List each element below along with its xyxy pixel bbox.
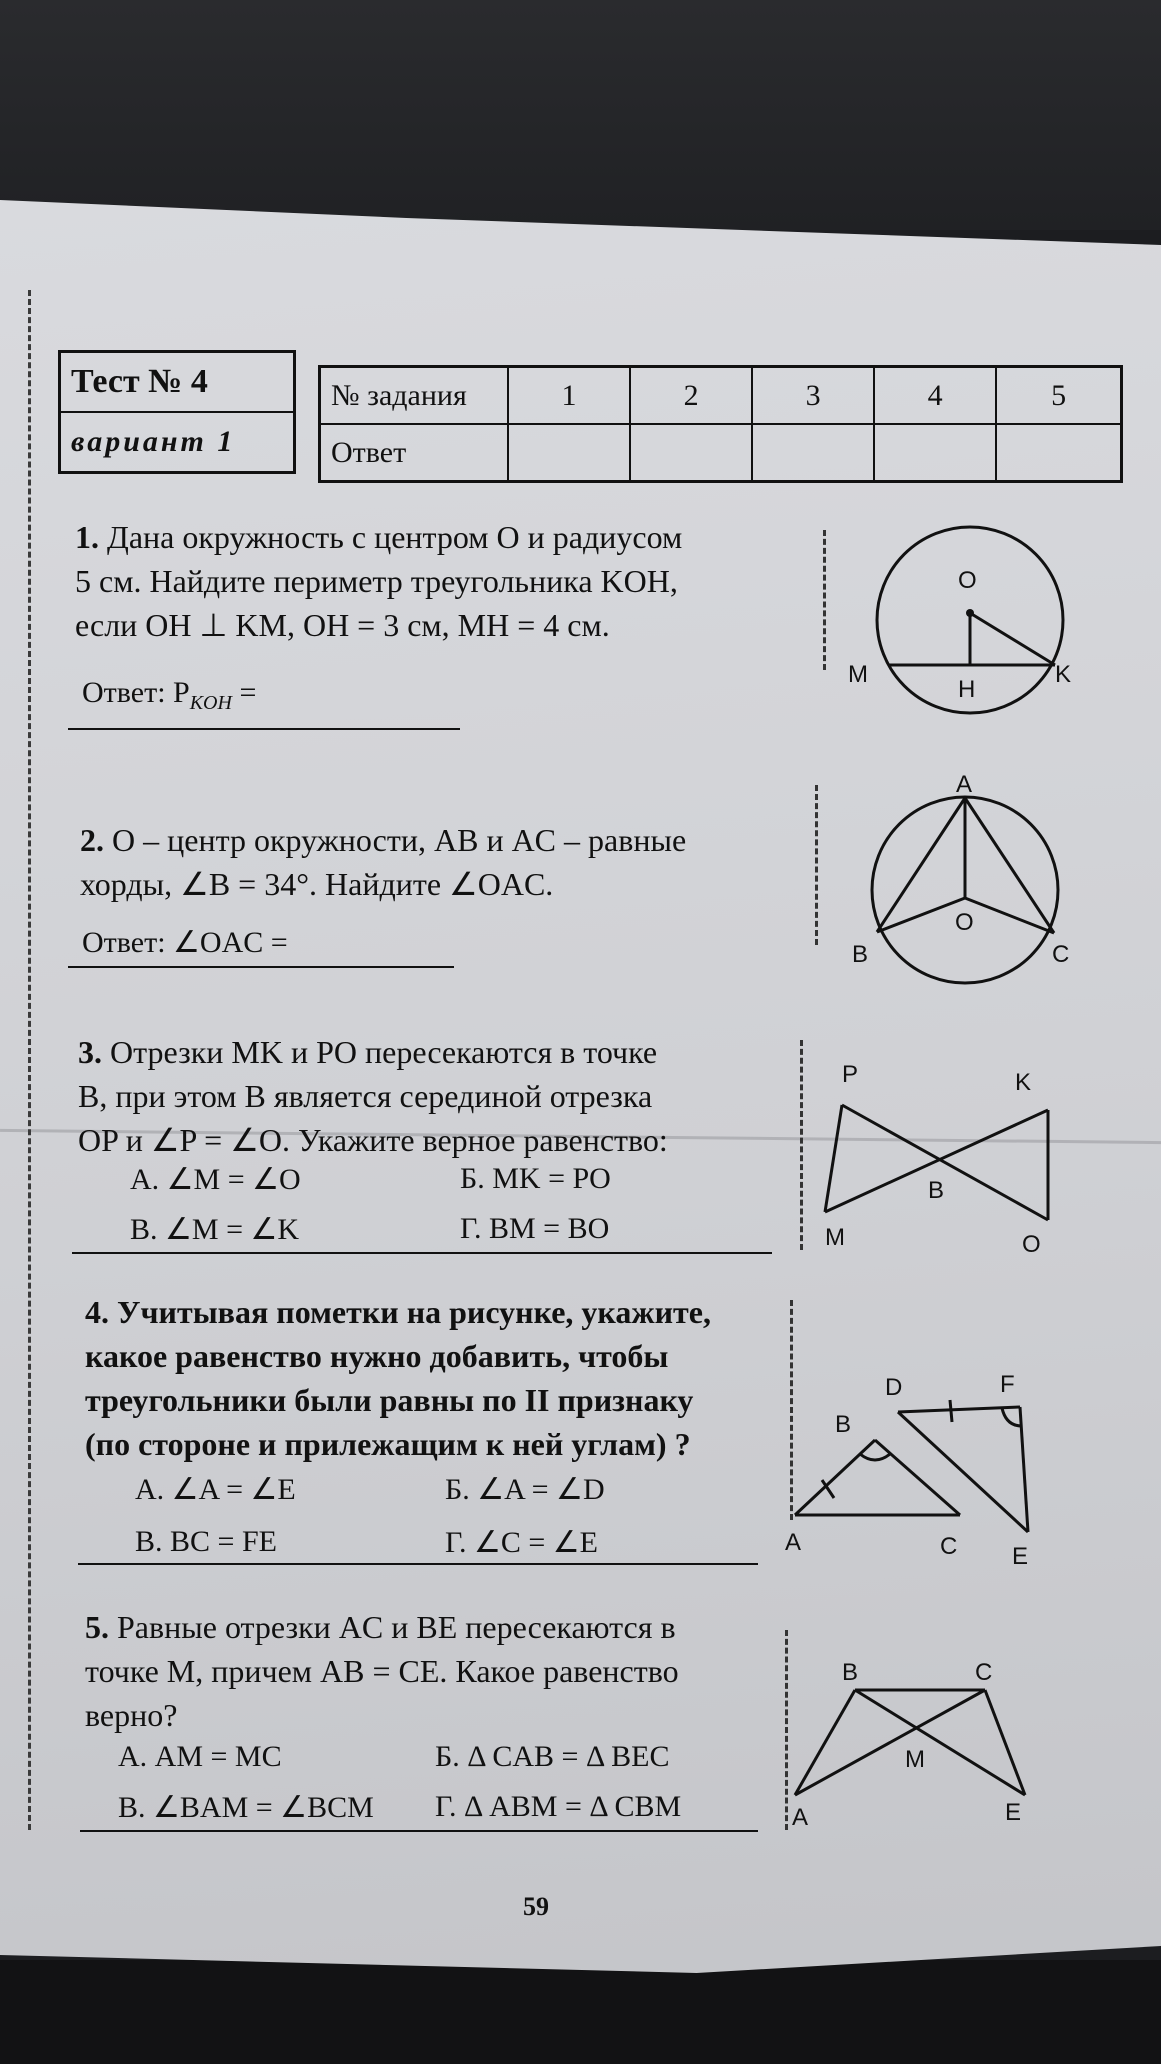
label-k: K [1055, 661, 1072, 688]
task-number: 4 [874, 367, 996, 425]
label-d: D [885, 1374, 903, 1401]
answer-cell[interactable] [630, 424, 752, 482]
label-b: B [835, 1411, 852, 1438]
question-text: O – центр окружности, AB и AC – равные [112, 822, 687, 858]
question-number: 2. [80, 822, 104, 858]
question-text: Равные отрезки AC и BE пересекаются в [117, 1609, 676, 1645]
question-text: хорды, ∠B = 34°. Найдите ∠OAC. [80, 866, 554, 902]
cut-line-left [28, 290, 31, 1830]
answer-grid [318, 365, 1123, 483]
question-text: треугольники были равны по II признаку [85, 1382, 694, 1418]
figure-circle-1 [830, 520, 1140, 730]
background-bottom [0, 1960, 1161, 2064]
question-text: Дана окружность с центром O и радиусом [107, 519, 683, 555]
label-a: A [785, 1529, 802, 1556]
option-a[interactable]: А. ∠A = ∠E [135, 1473, 296, 1506]
answer-cell[interactable] [996, 424, 1121, 482]
answer-cell[interactable] [752, 424, 874, 482]
answer-row-label: Ответ [320, 424, 509, 482]
question-text: точке M, причем AB = CE. Какое равенство [85, 1653, 679, 1689]
task-number: 5 [996, 367, 1121, 425]
answer-subscript: KOH [189, 692, 232, 714]
label-b: B [928, 1177, 945, 1204]
label-o: O [958, 567, 977, 594]
answer-tail: = [231, 676, 257, 709]
label-e: E [1005, 1799, 1022, 1826]
task-number: 3 [752, 367, 874, 425]
answer-cell[interactable] [874, 424, 996, 482]
label-p: P [842, 1061, 859, 1088]
question-text: (по стороне и прилежащим к ней углам) ? [85, 1426, 691, 1462]
label-o: O [1022, 1231, 1041, 1258]
task-number: 1 [508, 367, 630, 425]
option-a[interactable]: А. AM = MC [118, 1740, 282, 1773]
test-label: Тест № 4 [60, 352, 295, 413]
label-m: M [905, 1746, 925, 1773]
question-5 [85, 1605, 785, 1737]
label-a: A [792, 1804, 809, 1831]
question-text: верно? [85, 1697, 178, 1733]
label-k: K [1015, 1069, 1032, 1096]
option-v[interactable]: В. BC = FE [135, 1525, 277, 1558]
question-1 [75, 515, 815, 647]
option-v[interactable]: В. ∠BAM = ∠BCM [118, 1791, 374, 1824]
variant-label: вариант 1 [60, 412, 295, 473]
label-m: M [825, 1224, 845, 1251]
figure-bowtie [800, 1060, 1100, 1270]
option-g[interactable]: Г. BM = BO [460, 1212, 610, 1245]
question-text: Учитывая пометки на рисунке, укажите, [117, 1294, 711, 1330]
question-3 [78, 1030, 778, 1162]
label-h: H [958, 676, 976, 703]
question-text: B, при этом B является серединой отрезка [78, 1078, 653, 1114]
label-c: C [975, 1659, 993, 1686]
label-b: B [842, 1659, 859, 1686]
option-b[interactable]: Б. Δ CAB = Δ BEC [435, 1740, 670, 1773]
page-number: 59 [523, 1892, 549, 1921]
question-4 [85, 1290, 785, 1466]
figure-two-triangles [780, 1370, 1080, 1580]
question-text: 5 см. Найдите периметр треугольника KOH, [75, 563, 678, 599]
question-text: какое равенство нужно добавить, чтобы [85, 1338, 669, 1374]
label-m: M [848, 661, 868, 688]
option-a[interactable]: А. ∠M = ∠O [130, 1163, 301, 1196]
task-number: 2 [630, 367, 752, 425]
option-g[interactable]: Г. ∠C = ∠E [445, 1526, 599, 1559]
option-g[interactable]: Г. Δ ABM = Δ CBM [435, 1790, 682, 1823]
question-text: если OH ⊥ KM, OH = 3 см, MH = 4 см. [75, 607, 610, 643]
question-number: 1. [75, 519, 99, 555]
question-2 [80, 818, 800, 906]
figure-trapezoid [780, 1650, 1080, 1840]
label-e: E [1012, 1543, 1029, 1570]
answer-line-4 [78, 1563, 758, 1565]
answer-line-2[interactable] [68, 966, 454, 968]
answer-label-1 [82, 676, 256, 715]
label-c: C [940, 1533, 958, 1560]
option-b[interactable]: Б. ∠A = ∠D [445, 1473, 605, 1506]
answer-cell[interactable] [508, 424, 630, 482]
cut-line [815, 785, 818, 945]
test-title-box [58, 350, 296, 474]
answer-line-5 [80, 1830, 758, 1832]
figure-circle-2 [840, 770, 1100, 1000]
task-col-label: № задания [320, 367, 509, 425]
label-a: A [956, 771, 973, 798]
question-text: OP и ∠P = ∠O. Укажите верное равенство: [78, 1122, 668, 1158]
question-number: 4. [85, 1294, 109, 1330]
label-b: B [852, 941, 869, 968]
background-top [0, 0, 1161, 230]
label-o: O [955, 909, 974, 936]
answer-line-3 [72, 1252, 772, 1254]
label-f: F [1000, 1371, 1015, 1398]
option-v[interactable]: В. ∠M = ∠K [130, 1213, 300, 1246]
answer-line-1[interactable] [68, 728, 460, 730]
question-text: Отрезки MK и PO пересекаются в точке [110, 1034, 658, 1070]
question-number: 5. [85, 1609, 109, 1645]
option-b[interactable]: Б. MK = PO [460, 1162, 611, 1195]
label-c: C [1052, 941, 1070, 968]
answer-label-2: Ответ: ∠OAC = [82, 926, 288, 959]
cut-line [823, 530, 826, 670]
question-number: 3. [78, 1034, 102, 1070]
answer-text: Ответ: P [82, 676, 190, 709]
